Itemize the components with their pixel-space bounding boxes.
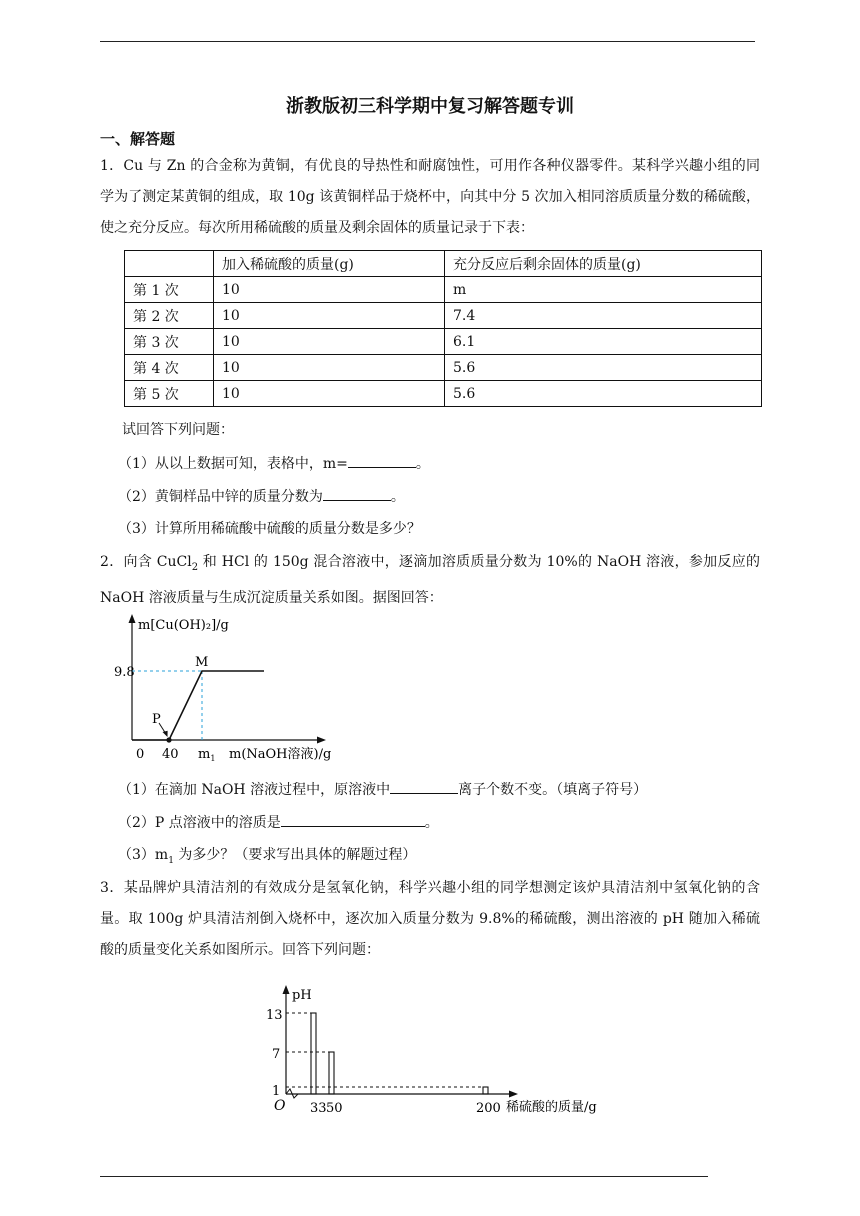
table-cell: 7.4 [445, 303, 762, 329]
q3-y-label: pH [292, 988, 312, 1003]
q3-text: 3．某品牌炉具清洁剂的有效成分是氢氧化钠，科学兴趣小组的同学想测定该炉具清洁剂中氢氧化钠的含量。取 100g 炉具清洁剂倒入烧杯中，逐次加入质量分数为 9.8%的稀硫酸，测出溶液的 pH 随加入稀硫酸的质量变化关系如图所示。回答下列问题： [100, 880, 760, 958]
table-cell: 10 [214, 277, 445, 303]
q1-data-table [124, 250, 762, 407]
q3-x-tick-200: 200 [476, 1101, 501, 1116]
answer-blank[interactable] [348, 452, 416, 468]
table-row [125, 329, 762, 355]
q2-x-tick-m1 [198, 747, 215, 763]
q2-sub1-end: 离子个数不变。（填离子符号） [458, 782, 648, 798]
table-row [125, 277, 762, 303]
section-title: 一、解答题 [100, 130, 176, 148]
q2-point-m-label: M [195, 655, 209, 670]
q2-sub3 [118, 844, 416, 866]
page-title: 浙教版初三科学期中复习解答题专训 [286, 96, 574, 117]
q2-sub1 [118, 778, 647, 799]
q3-y-tick-7: 7 [272, 1047, 281, 1062]
table-cell [125, 251, 214, 277]
table-header-row [125, 251, 762, 277]
q2-text-sub: 2 [191, 561, 199, 573]
q1-sub1-text: （1）从以上数据可知，表格中，m= [118, 456, 348, 472]
table-cell: 10 [214, 329, 445, 355]
answer-blank[interactable] [281, 811, 425, 827]
q2-y-label: m[Cu(OH)₂]/g [138, 618, 229, 633]
q3-y-tick-1: 1 [272, 1084, 281, 1099]
table-cell: 第 1 次 [125, 277, 214, 303]
q2-sub2-text: （2）P 点溶液中的溶质是 [118, 815, 281, 831]
q3-bars [286, 1013, 488, 1094]
q3-bar [483, 1087, 488, 1094]
q1-sub2-text: （2）黄铜样品中锌的质量分数为 [118, 489, 323, 505]
q2-sub3-sub: 1 [168, 855, 174, 866]
q2-text-b: 和 HCl 的 150g 混合溶液中，逐滴加溶质质量分数为 10%的 NaOH 溶液，参加反应的 NaOH 溶液质量与生成沉淀质量关系如图。据图回答： [100, 554, 760, 606]
q2-sub2-end: 。 [424, 815, 439, 831]
table-cell: 10 [214, 381, 445, 407]
table-cell: m [445, 277, 762, 303]
q2-series-line [132, 671, 264, 740]
q2-x-tick-m1-main: m [198, 747, 211, 762]
footer-rule [100, 1176, 708, 1177]
q1-prompt: 试回答下列问题： [122, 422, 234, 438]
q2-point-p [166, 737, 171, 742]
q3-bar [329, 1052, 334, 1094]
table-cell: 第 3 次 [125, 329, 214, 355]
table-cell: 第 4 次 [125, 355, 214, 381]
answer-blank[interactable] [390, 778, 458, 794]
q3-origin: O [274, 1098, 286, 1114]
q2-sub3-end: 为多少？（要求写出具体的解题过程） [173, 847, 417, 863]
table-row [125, 381, 762, 407]
table-row [125, 355, 762, 381]
table-cell: 5.6 [445, 355, 762, 381]
table-cell: 10 [214, 303, 445, 329]
table-cell: 加入稀硫酸的质量(g) [214, 251, 445, 277]
q2-x-label: m(NaOH溶液)/g [229, 747, 332, 762]
table-cell: 第 5 次 [125, 381, 214, 407]
table-cell: 第 2 次 [125, 303, 214, 329]
q2-origin: 0 [136, 747, 145, 762]
q3-x-tick-33: 33 [310, 1101, 327, 1116]
q3-x-tick-50: 50 [326, 1101, 343, 1116]
q3-x-label: 稀硫酸的质量/g [506, 1100, 597, 1115]
q3-y-tick-13: 13 [266, 1008, 283, 1023]
q2-x-tick-40: 40 [162, 747, 179, 762]
q3-graph [264, 982, 614, 1122]
answer-blank[interactable] [323, 485, 391, 501]
q2-text-a: 2．向含 CuCl [100, 554, 192, 570]
q2-sub2 [118, 811, 439, 832]
q3-bar [311, 1013, 316, 1094]
table-cell: 6.1 [445, 329, 762, 355]
table-row [125, 303, 762, 329]
q1-sub1 [118, 452, 430, 473]
table-cell: 10 [214, 355, 445, 381]
q1-sub2-end: 。 [390, 489, 405, 505]
q2-text [100, 547, 760, 614]
header-rule [100, 41, 755, 42]
q2-x-tick-m1-sub: 1 [210, 754, 216, 763]
q1-sub1-end: 。 [415, 456, 430, 472]
q1-sub2 [118, 485, 405, 506]
q1-sub3: （3）计算所用稀硫酸中硫酸的质量分数是多少？ [118, 521, 421, 537]
table-cell: 充分反应后剩余固体的质量(g) [445, 251, 762, 277]
q2-point-p-label: P [152, 712, 161, 727]
q2-graph [112, 612, 352, 764]
q2-sub1-text: （1）在滴加 NaOH 溶液过程中，原溶液中 [118, 782, 391, 798]
q2-y-tick: 9.8 [114, 665, 135, 680]
q1-text: 1．Cu 与 Zn 的合金称为黄铜，有优良的导热性和耐腐蚀性，可用作各种仪器零件。某科学兴趣小组的同学为了测定某黄铜的组成，取 10g 该黄铜样品于烧杯中，向其中分 5 次加入相同溶质质量分数的稀硫酸，使之充分反应。每次所用稀硫酸的质量及剩余固体的质量记录于下表： [100, 158, 760, 236]
q2-sub3-text: （3）m [118, 847, 169, 863]
table-cell: 5.6 [445, 381, 762, 407]
